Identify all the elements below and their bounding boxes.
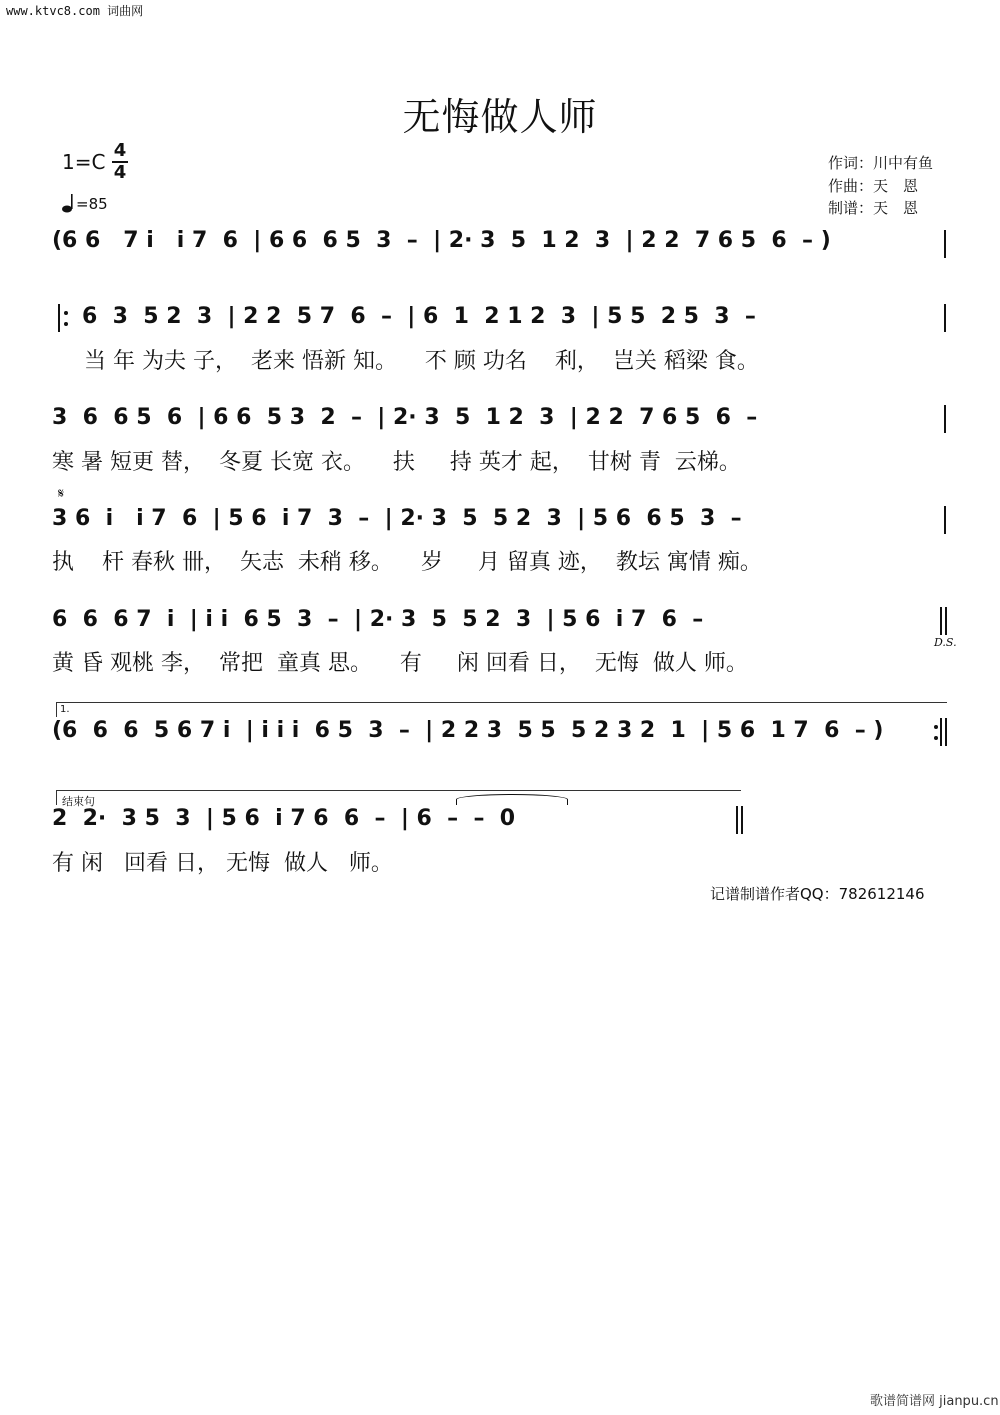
tempo-value: =85 (76, 195, 108, 213)
score-line-1 (52, 228, 952, 262)
ds-marking: D.S. (934, 636, 957, 649)
notes-line-3: 3 6 6 5 6 | 6 6 5 3 2 – | 2· 3 5 1 2 3 | 2 2 7 6 5 6 – (52, 405, 758, 430)
time-signature (112, 142, 128, 182)
notes-line-2: 6 3 5 2 3 | 2 2 5 7 6 – | 6 1 2 1 2 3 | 5 5 2 5 3 – (82, 304, 756, 329)
score-line-2 (52, 304, 952, 338)
score-line-7 (52, 806, 952, 840)
lyrics-line-4 (52, 545, 952, 579)
time-sig-top: 4 (113, 140, 127, 161)
site-watermark: www.ktvc8.com 词曲网 (6, 4, 144, 18)
first-ending-label: 1. (60, 704, 70, 715)
footer-watermark: 歌谱简谱网 jianpu.cn (870, 1394, 999, 1409)
lyrics-text-2: 当 年 为夫 子， 老来 悟新 知。 不 顾 功名 利， 岂关 稻梁 食。 (84, 349, 759, 374)
lyrics-text-3: 寒 暑 短更 替， 冬夏 长宽 衣。 扶 持 英才 起， 甘树 青 云梯。 (52, 450, 741, 475)
ending-phrase-label: 结束句 (62, 795, 95, 808)
lyrics-text-7: 有 闲 回看 日， 无悔 做人 师。 (52, 851, 393, 876)
score-line-3 (52, 405, 952, 439)
song-title: 无悔做人师 (402, 95, 598, 139)
key-signature: 1=C (62, 150, 106, 174)
lyrics-text-5: 黄 昏 观桃 李， 常把 童真 思。 有 闲 回看 日， 无悔 做人 师。 (52, 651, 748, 676)
notes-line-1: (6 6 7 i i 7 6 | 6 6 6 5 3 – | 2· 3 5 1 2 3 | 2 2 7 6 5 6 – ) (52, 228, 831, 253)
composer-credit: 作曲：天 恩 (828, 177, 919, 195)
lyrics-line-3 (52, 445, 952, 479)
segno-icon: 𝄋 (58, 486, 65, 502)
score-line-6 (52, 718, 952, 752)
notes-line-4: 3 6 i i 7 6 | 5 6 i 7 3 – | 2· 3 5 5 2 3 | 5 6 6 5 3 – (52, 506, 742, 531)
time-sig-bottom: 4 (113, 162, 127, 183)
notes-line-6: (6 6 6 5 6 7 i | i i i 6 5 3 – | 2 2 3 5 5 5 2 3 2 1 | 5 6 1 7 6 – ) (52, 718, 884, 743)
notes-line-7: 2 2· 3 5 3 | 5 6 i 7 6 6 – | 6 – – 0 (52, 806, 516, 831)
notes-line-5: 6 6 6 7 i | i i 6 5 3 – | 2· 3 5 5 2 3 | 5 6 i 7 6 – (52, 607, 704, 632)
arranger-credit: 制谱：天 恩 (828, 199, 919, 217)
lyrics-line-7 (52, 846, 952, 880)
tempo-marking (62, 193, 108, 213)
lyrics-line-2 (52, 344, 952, 378)
score-line-4 (52, 506, 952, 540)
score-line-5 (52, 607, 952, 641)
author-qq: 记谱制谱作者QQ：782612146 (710, 885, 925, 903)
lyricist-credit: 作词：川中有鱼 (828, 154, 934, 172)
lyrics-text-4: 执 杆 春秋 卌， 矢志 未稍 移。 岁 月 留真 迹， 教坛 寓情 痴。 (52, 550, 762, 575)
lyrics-line-5 (52, 646, 952, 680)
quarter-note-icon (62, 193, 76, 213)
